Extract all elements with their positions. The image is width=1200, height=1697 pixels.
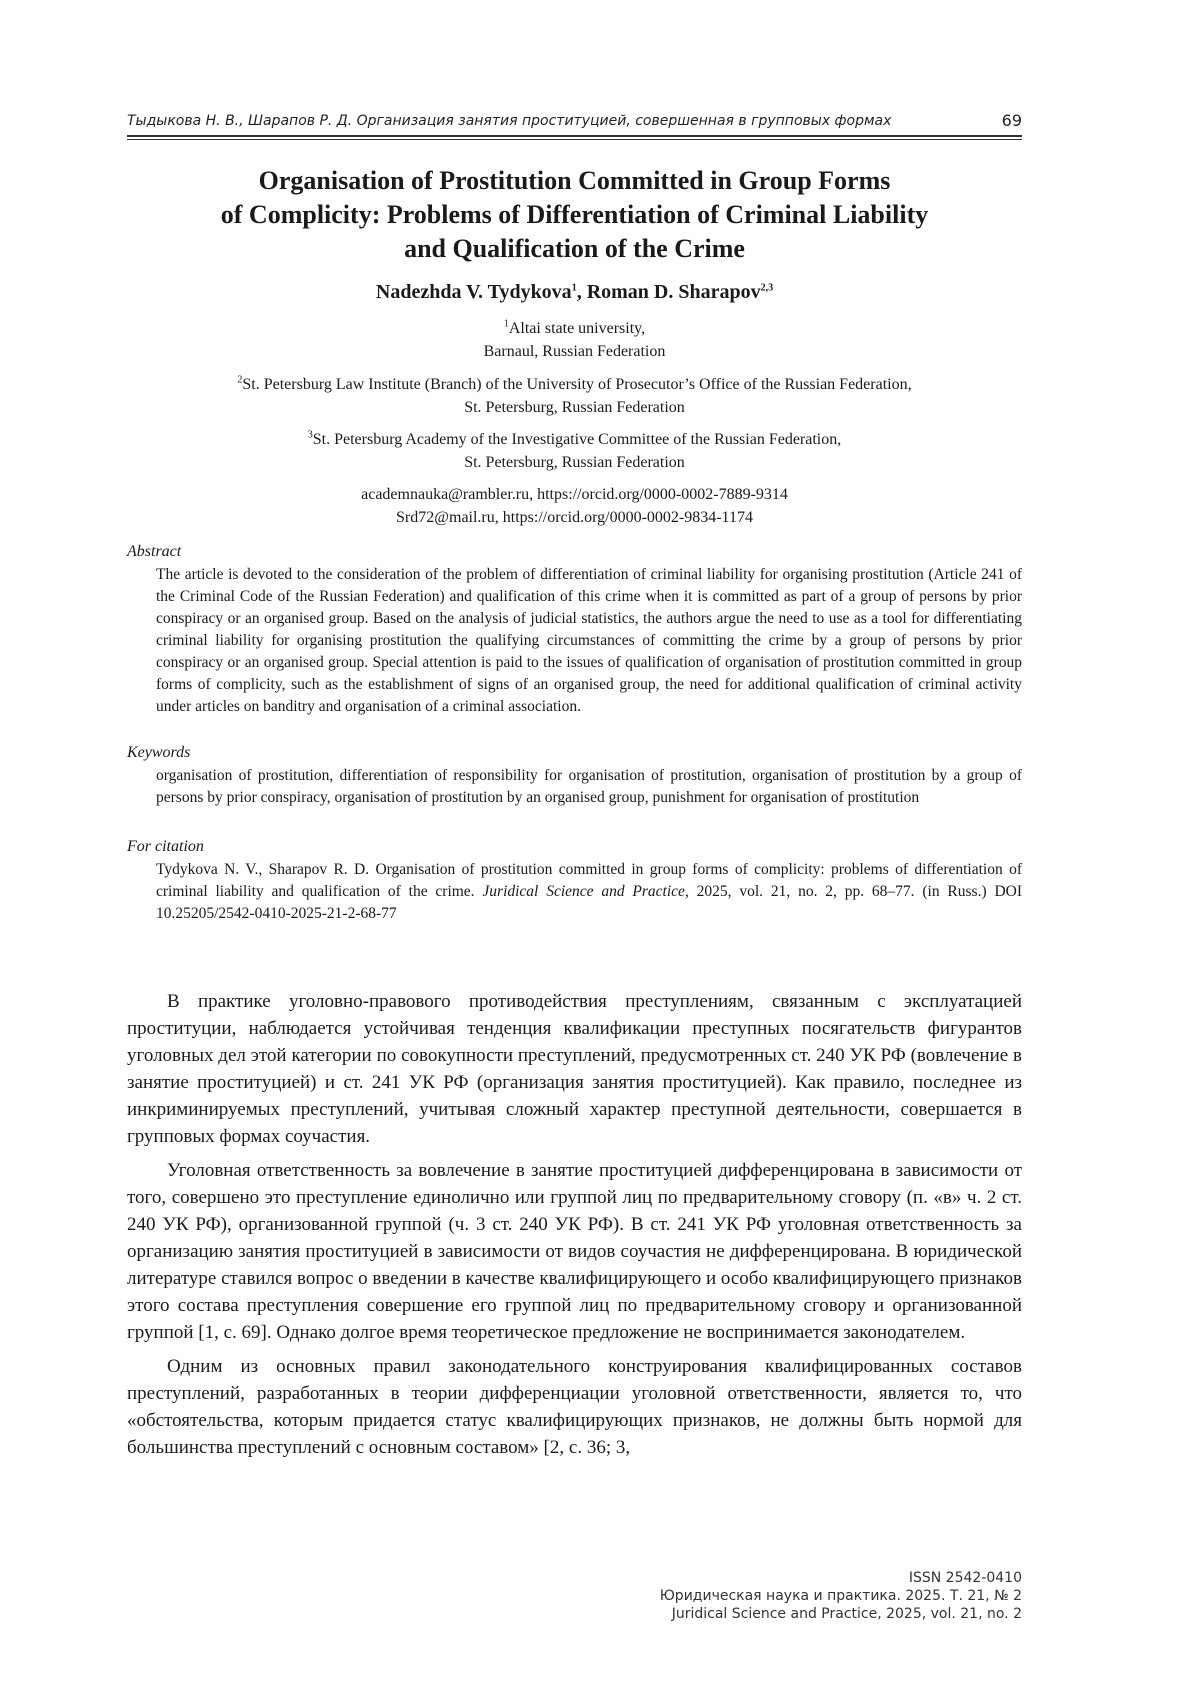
citation-after: , 2025, vol. 21, no. 2, pp. 68–77. (in Russ.) DOI 10.25205/2542-0410-2025-21-2-68-77 bbox=[156, 883, 1022, 922]
title-line-1: Organisation of Prostitution Committed in Group Forms bbox=[258, 166, 891, 195]
citation-text bbox=[156, 859, 1022, 925]
affiliation-3-line1: St. Petersburg Academy of the Investigative Committee of the Russian Federation, bbox=[312, 431, 842, 448]
affiliation-1 bbox=[127, 317, 1022, 363]
abstract-text: The article is devoted to the consideration of the problem of differentiation of criminal liability for organising prostitution (Article 241 of the Criminal Code of the Russian Federation) and qualification of this crime when it is committed as part of a group of persons by prior conspiracy or an organised group. Based on the analysis of judicial statistics, the authors argue the need to use as a tool for differentiating criminal liability for organising prostitution the qualifying circumstances of committing the crime by a group of persons by prior conspiracy or an organised group. Special attention is paid to the issues of qualification of organisation of prostitution committed in group forms of complicity, such as the establishment of signs of an organised group, the need for additional qualification of criminal activity under articles on banditry and organisation of a criminal association. bbox=[156, 566, 1022, 715]
keywords-text: organisation of prostitution, differentiation of responsibility for organisation of prostitution, organisation of prostitution by a group of persons by prior conspiracy, organisation of prostitution by an organised group, punishment for organisation of prostitution bbox=[156, 767, 1022, 806]
body-paragraph: Одним из основных правил законодательного конструирования квалифицированных составов преступлений, разработанных в теории дифференциации уголовной ответственности, является то, что «обстоятельства, которым придается статус квалифицирующих признаков, не должны быть нормой для большинства преступлений с основным составом» [2, с. 36; 3, bbox=[127, 1356, 1022, 1458]
keywords-label: Keywords bbox=[127, 744, 191, 761]
contact-2: Srd72@mail.ru, https://orcid.org/0000-0002-9834-1174 bbox=[396, 509, 753, 526]
title-line-2: of Complicity: Problems of Differentiation of Criminal Liability bbox=[220, 200, 929, 229]
author-1-name: Nadezhda V. Tydykova bbox=[375, 281, 572, 303]
abstract-label: Abstract bbox=[127, 543, 182, 560]
affiliation-3 bbox=[127, 428, 1022, 474]
page-number: 69 bbox=[1001, 111, 1022, 130]
affiliation-2-line1: St. Petersburg Law Institute (Branch) of the University of Prosecutor’s Office of the Russian Federation, bbox=[242, 376, 912, 393]
journal-footer bbox=[660, 1569, 1022, 1623]
footer-ru: Юридическая наука и практика. 2025. Т. 21, № 2 bbox=[659, 1588, 1022, 1604]
affiliation-3-line2: St. Petersburg, Russian Federation bbox=[464, 454, 685, 471]
running-head-text: Тыдыкова Н. В., Шарапов Р. Д. Организация занятия проституцией, совершенная в групповых формах bbox=[127, 113, 892, 129]
affiliation-2-sup: 2 bbox=[237, 374, 243, 386]
title-line-3: and Qualification of the Crime bbox=[404, 234, 745, 263]
citation-label: For citation bbox=[127, 838, 204, 855]
affiliation-1-line1: Altai state university, bbox=[508, 320, 646, 337]
affiliation-2 bbox=[127, 373, 1022, 419]
running-head bbox=[127, 113, 1022, 129]
author-separator: , bbox=[576, 281, 587, 303]
affiliation-2-line2: St. Petersburg, Russian Federation bbox=[464, 399, 685, 416]
body-text bbox=[127, 988, 1022, 1468]
footer-en: Juridical Science and Practice, 2025, vol. 21, no. 2 bbox=[671, 1606, 1022, 1622]
author-2-name: Roman D. Sharapov bbox=[586, 281, 761, 303]
contacts bbox=[127, 483, 1022, 529]
author-2-sup: 2,3 bbox=[760, 282, 774, 294]
affiliation-1-line2: Barnaul, Russian Federation bbox=[483, 343, 666, 360]
citation-before: Tydykova N. V., Sharapov R. D. Organisation of prostitution committed in group forms of complicity: problems of differentiation of criminal liability and qualification of the crime. bbox=[156, 861, 1022, 900]
citation-journal: Juridical Science and Practice bbox=[482, 883, 685, 900]
authors bbox=[127, 281, 1022, 304]
contact-1: academnauka@rambler.ru, https://orcid.org/0000-0002-7889-9314 bbox=[361, 486, 788, 503]
body-paragraph: Уголовная ответственность за вовлечение в занятие проституцией дифференцирована в зависимости от того, совершено это преступление единолично или группой лиц по предварительному сговору (п. «в» ч. 2 ст. 240 УК РФ), организованной группой (ч. 3 ст. 240 УК РФ). В ст. 241 УК РФ уголовная ответственность за организацию занятия проституцией в зависимости от видов соучастия не дифференцирована. В юридической литературе ставился вопрос о введении в качестве квалифицирующего и особо квалифицирующего признаков этого состава преступления совершение его группой лиц по предварительному сговору и организованной группой [1, с. 69]. Однако долгое время теоретическое предложение не воспринимается законодателем. bbox=[127, 1160, 1022, 1343]
footer-issn: ISSN 2542-0410 bbox=[908, 1570, 1022, 1586]
body-paragraph: В практике уголовно-правового противодействия преступлениям, связанным с эксплуатацией проституции, наблюдается устойчивая тенденция квалификации преступных посягательств фигурантов уголовных дел этой категории по совокупности преступлений, предусмотренных ст. 240 УК РФ (вовлечение в занятие проституцией) и ст. 241 УК РФ (организация занятия проституцией). Как правило, последнее из инкриминируемых преступлений, учитывая сложный характер преступной деятельности, совершается в групповых формах соучастия. bbox=[127, 991, 1022, 1147]
header-rule-thick bbox=[127, 135, 1022, 137]
affiliation-1-sup: 1 bbox=[503, 318, 509, 330]
affiliation-3-sup: 3 bbox=[307, 429, 313, 441]
article-title bbox=[127, 164, 1022, 266]
author-1-sup: 1 bbox=[571, 282, 577, 294]
header-rule-thin bbox=[127, 139, 1022, 140]
